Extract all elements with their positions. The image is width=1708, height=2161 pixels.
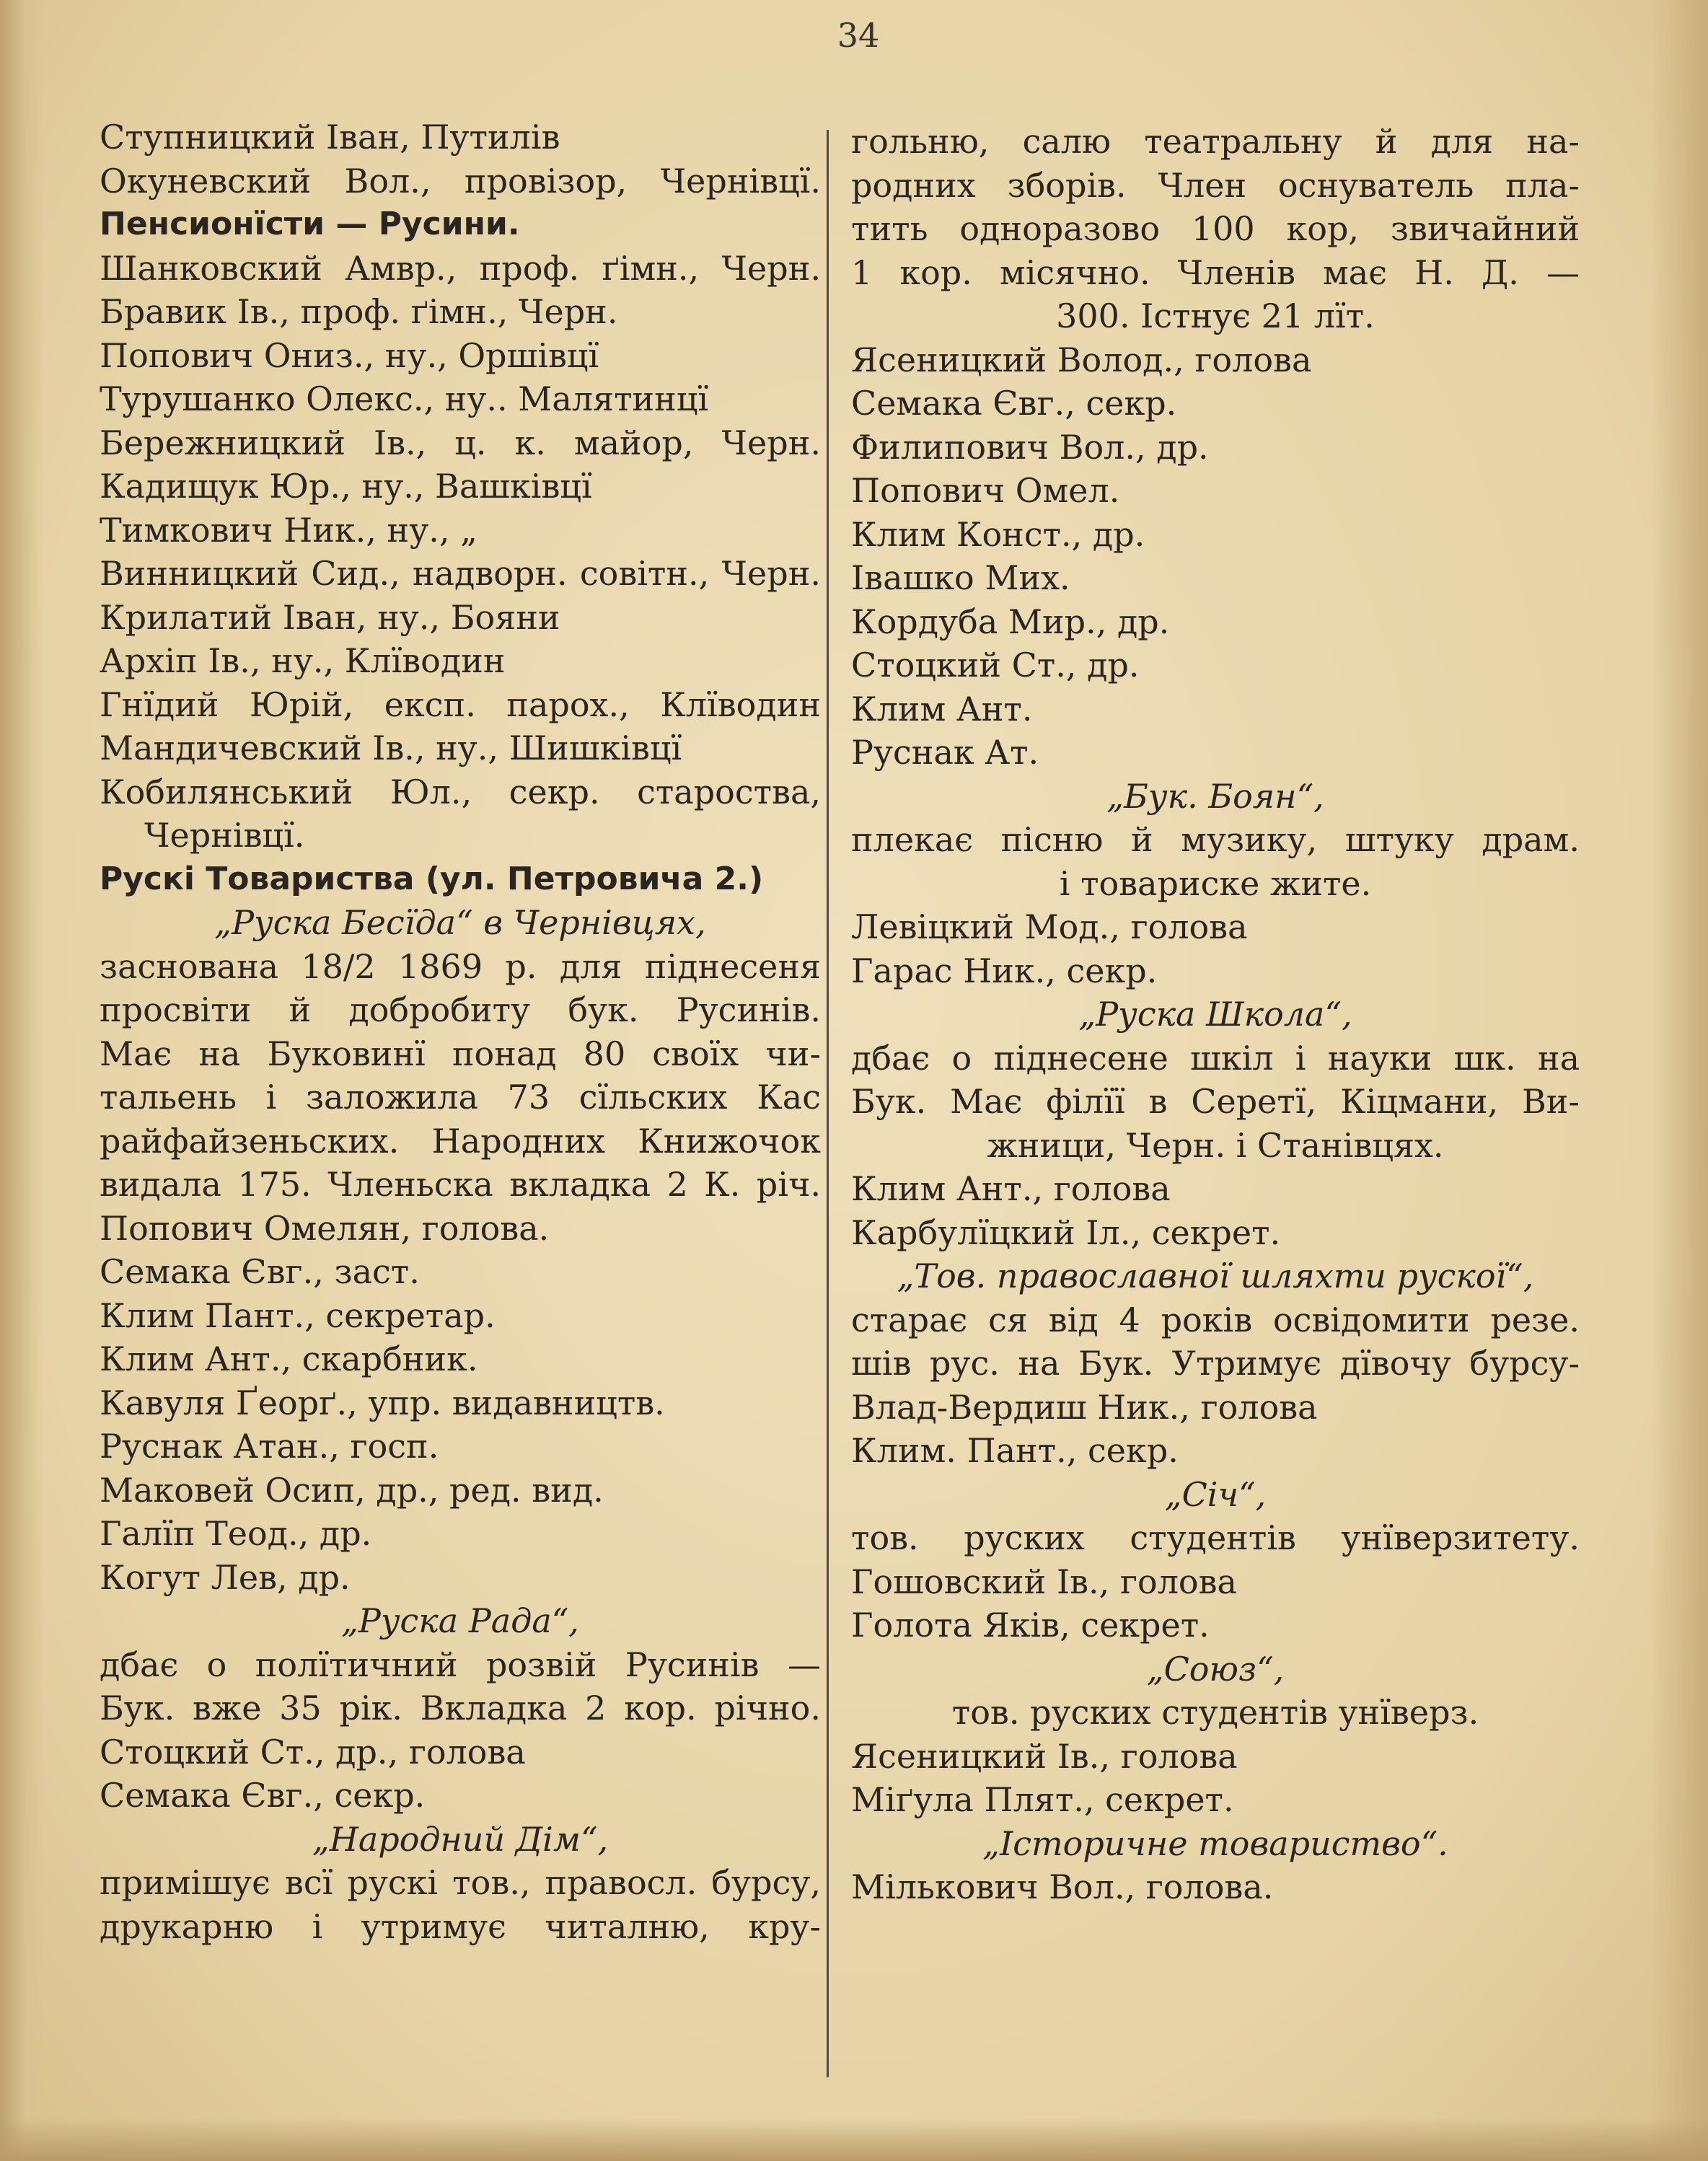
text-line: Турушанко Олекс., ну.. Малятинцї bbox=[100, 379, 709, 418]
text-line: Клим Ант. bbox=[851, 689, 1033, 729]
text-line: Ясеницкий Волод., голова bbox=[851, 340, 1312, 379]
text-line: Бравик Ів., проф. ґімн., Черн. bbox=[100, 292, 618, 331]
text-line: плекає пісню й музику, штуку драм. bbox=[851, 820, 1580, 859]
text-line: Стоцкий Ст., др. bbox=[851, 646, 1140, 685]
text-line: Руснак Ат. bbox=[851, 733, 1039, 772]
text-line: Винницкий Сид., надворн. совітн., Черн. bbox=[100, 554, 821, 593]
text-line: Шанковский Амвр., проф. ґімн., Черн. bbox=[100, 248, 821, 288]
text-line: Кордуба Мир., др. bbox=[851, 602, 1170, 641]
text-line: Клим. Пант., секр. bbox=[851, 1431, 1179, 1470]
society-title: „Січ“, bbox=[1164, 1474, 1267, 1514]
society-title: „Союз“, bbox=[1146, 1649, 1285, 1689]
text-line: Влад-Вердиш Ник., голова bbox=[851, 1387, 1318, 1427]
text-line: дбає о полїтичний розвій Русинів — bbox=[100, 1645, 821, 1684]
text-line: Гарас Ник., секр. bbox=[851, 951, 1158, 990]
column-divider bbox=[827, 130, 829, 2077]
text-line: Попович Омел. bbox=[851, 471, 1120, 510]
text-line: Клим Ант., скарбник. bbox=[100, 1339, 478, 1378]
text-line: тить одноразово 100 кор, звичайний bbox=[851, 209, 1580, 248]
text-line: тов. руских студентів унїверзитету. bbox=[851, 1518, 1580, 1557]
text-line: гольню, салю театральну й для на- bbox=[851, 122, 1580, 161]
text-line: друкарню і утримує читалню, кру- bbox=[100, 1906, 821, 1946]
text-line: Попович Омелян, голова. bbox=[100, 1208, 550, 1248]
section-heading: Пенсионїсти — Русини. bbox=[100, 206, 520, 242]
text-line: Клим Ант., голова bbox=[851, 1169, 1171, 1208]
text-line: Семака Євг., секр. bbox=[851, 384, 1177, 423]
text-line: Руснак Атан., госп. bbox=[100, 1427, 439, 1466]
text-line: старає ся від 4 років освідомити резе. bbox=[851, 1300, 1580, 1339]
text-line: Бережницкий Ів., ц. к. майор, Черн. bbox=[100, 423, 821, 462]
text-line: Бук. вже 35 рік. Вкладка 2 кор. річно. bbox=[100, 1689, 821, 1728]
text-line: Івашко Мих. bbox=[851, 558, 1070, 597]
text-line: Кавуля Ґеорґ., упр. видавництв. bbox=[100, 1383, 665, 1422]
text-line: райфайзеньских. Народних Книжочок bbox=[100, 1121, 821, 1161]
text-line: Голота Яків, секрет. bbox=[851, 1606, 1210, 1645]
text-line: Клим Конст., др. bbox=[851, 514, 1145, 554]
text-line: Маковей Осип, др., ред. вид. bbox=[100, 1470, 604, 1510]
text-line: Клим Пант., секретар. bbox=[100, 1295, 496, 1335]
text-line: Міґула Плят., секрет. bbox=[851, 1780, 1234, 1819]
society-title: „Руска Рада“, bbox=[341, 1601, 579, 1640]
text-line: 300. Істнує 21 лїт. bbox=[1056, 296, 1375, 335]
text-line: Чернівцї. bbox=[144, 816, 305, 855]
text-line: Окуневский Вол., провізор, Чернівцї. bbox=[100, 161, 821, 201]
society-title: „Народний Дім“, bbox=[312, 1819, 609, 1859]
right-column bbox=[851, 120, 1580, 1909]
text-line: Мандичевский Ів., ну., Шишківцї bbox=[100, 729, 682, 767]
text-line: Крилатий Іван, ну., Бояни bbox=[100, 597, 560, 637]
text-line: Архіп Ів., ну., Клїводин bbox=[100, 641, 506, 680]
text-line: Має на Буковинї понад 80 своїх чи- bbox=[100, 1034, 821, 1073]
text-line: родних зборів. Член оснуватель пла- bbox=[851, 165, 1580, 205]
page-edge-left bbox=[0, 0, 43, 2161]
society-title: „Тов. православної шляхти рускої“, bbox=[897, 1256, 1534, 1295]
text-line: Гошовский Ів., голова bbox=[851, 1562, 1237, 1601]
society-title: „Руска Бесїда“ в Чернівцях, bbox=[214, 903, 706, 942]
page-edge-right bbox=[1650, 0, 1708, 2161]
text-line: заснована 18/2 1869 р. для пiднесеня bbox=[100, 946, 821, 986]
text-line: тальень і заложила 73 сїльских Кас bbox=[100, 1078, 821, 1117]
page-edge-bottom bbox=[0, 2118, 1708, 2161]
text-line: Карбулїцкий Іл., секрет. bbox=[851, 1212, 1281, 1252]
text-line: Стоцкий Ст., др., голова bbox=[100, 1732, 526, 1772]
text-line: просвіти й добробиту бук. Русинів. bbox=[100, 990, 821, 1029]
text-line: видала 175. Членьска вкладка 2 К. річ. bbox=[100, 1165, 821, 1204]
society-title: „Історичне товариство“. bbox=[982, 1823, 1448, 1863]
text-line: Ясеницкий Ів., голова bbox=[851, 1736, 1238, 1776]
text-line: примішує всї рускі тов., правосл. бурсу, bbox=[100, 1863, 821, 1902]
text-line: і товариске жите. bbox=[1059, 863, 1372, 903]
left-column bbox=[100, 115, 821, 1948]
section-heading: Рускі Товариства (ул. Петровича 2.) bbox=[100, 860, 764, 897]
text-line: Кобилянський Юл., секр. староства, bbox=[100, 772, 821, 811]
text-line: Кадищук Юр., ну., Вашківцї bbox=[100, 467, 592, 506]
text-line: 1 кор. місячно. Членів має Н. Д. — bbox=[851, 252, 1580, 292]
text-line: шів рус. на Бук. Утримує дївочу бурсу- bbox=[851, 1344, 1580, 1383]
text-line: Попович Ониз., ну., Оршівцї bbox=[100, 335, 599, 375]
text-line: Филипович Вол., др. bbox=[851, 427, 1209, 467]
text-line: Семака Євг., заст. bbox=[100, 1252, 420, 1291]
text-line: Гнїдий Юрій, експ. парох., Клїводин bbox=[100, 685, 821, 724]
text-line: Бук. Має філїї в Серетї, Кіцмани, Ви- bbox=[851, 1082, 1580, 1121]
text-line: Левіцкий Мод., голова bbox=[851, 907, 1248, 946]
society-title: „Руска Школа“, bbox=[1078, 995, 1352, 1034]
society-title: „Бук. Боян“, bbox=[1106, 776, 1324, 816]
page-number: 34 bbox=[837, 16, 880, 55]
text-line: дбає о піднесене шкіл і науки шк. на bbox=[851, 1038, 1580, 1078]
text-line: Галїп Теод., др. bbox=[100, 1514, 372, 1553]
text-line: Ступницкий Іван, Путилів bbox=[100, 118, 560, 157]
text-line: Когут Лев, др. bbox=[100, 1557, 351, 1597]
text-line: Семака Євг., секр. bbox=[100, 1776, 426, 1815]
text-line: Мількович Вол., голова. bbox=[851, 1867, 1274, 1906]
text-line: Тимкович Ник., ну., „ bbox=[100, 510, 477, 550]
text-line: тов. руских студентів унїверз. bbox=[951, 1693, 1479, 1732]
text-line: жници, Черн. і Станівцях. bbox=[987, 1125, 1444, 1165]
